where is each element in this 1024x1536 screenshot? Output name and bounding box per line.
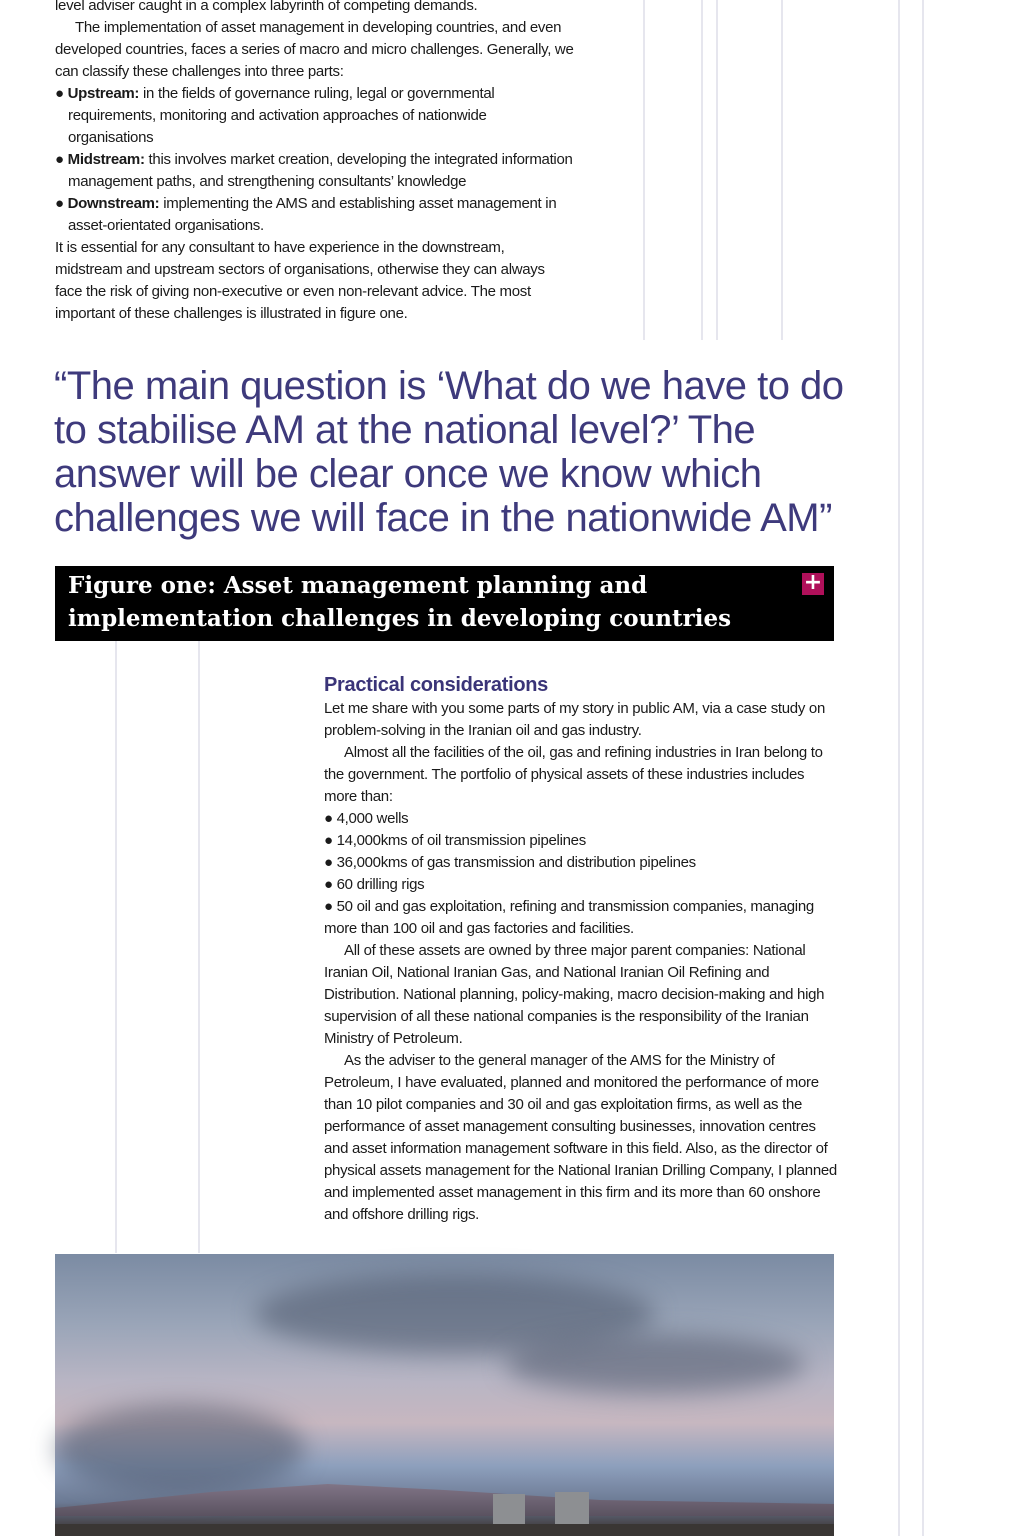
figure-caption-bar[interactable] bbox=[55, 566, 834, 641]
bullet-term: Midstream: bbox=[67, 151, 145, 168]
plus-icon[interactable]: + bbox=[803, 570, 823, 595]
section-heading: Practical considerations bbox=[324, 674, 549, 696]
paragraph: It is essential for any consultant to have experience in the downstream, midstream and upstream sectors of organisations, otherwise they can always face the risk of giving non-executive or even non-relevant advice. The most important of these challenges is illustrated in figure one. bbox=[55, 239, 545, 322]
list-item: ● 4,000 wells bbox=[324, 810, 409, 827]
column-rule bbox=[701, 0, 703, 340]
section-column bbox=[324, 672, 839, 1226]
paragraph: level adviser caught in a complex labyrinth of competing demands. bbox=[55, 0, 478, 14]
list-item: ● 36,000kms of gas transmission and distribution pipelines bbox=[324, 854, 696, 871]
bullet-term: Upstream: bbox=[67, 85, 140, 102]
column-rule bbox=[922, 0, 924, 1536]
paragraph: Almost all the facilities of the oil, gas and refining industries in Iran belong to the government. The portfolio of physical assets of these industries includes more than: bbox=[324, 744, 823, 805]
list-item: ● 50 oil and gas exploitation, refining and transmission companies, managing more than 100 oil and gas factories and facilities. bbox=[324, 898, 814, 937]
paragraph: As the adviser to the general manager of the AMS for the Ministry of Petroleum, I have evaluated, planned and monitored the performance of more than 10 pilot companies and 30 oil and gas exploitation firms, as well as the performance of asset management consulting businesses, innovation centres and asset information management software in this field. Also, as the director of physical assets management for the National Iranian Drilling Company, I planned and implemented asset management in this firm and its more than 60 onshore and offshore drilling rigs. bbox=[324, 1052, 837, 1223]
figure-title: Figure one: Asset management planning and implementation challenges in developing countries bbox=[68, 572, 732, 632]
column-rule bbox=[716, 0, 718, 340]
bullet-text: 50 oil and gas exploitation, refining and transmission companies, managing more than 100 oil and gas factories and facilities. bbox=[324, 898, 814, 937]
bullet-text: in the fields of governance ruling, legal or governmental requirements, monitoring and activation approaches of nationwide organisations bbox=[68, 85, 495, 146]
oil-facility-photo bbox=[55, 1254, 834, 1536]
list-item: ● Midstream: this involves market creation, developing the integrated information management paths, and strengthening consultants’ knowledge bbox=[55, 151, 573, 190]
paragraph: The implementation of asset management in developing countries, and even developed countries, faces a series of macro and micro challenges. Generally, we can classify these challenges into three parts: bbox=[55, 19, 574, 80]
paragraph: Let me share with you some parts of my story in public AM, via a case study on problem-solving in the Iranian oil and gas industry. bbox=[324, 700, 826, 739]
bullet-text: 60 drilling rigs bbox=[336, 876, 425, 893]
list-item: ● 14,000kms of oil transmission pipelines bbox=[324, 832, 586, 849]
paragraph: All of these assets are owned by three major parent companies: National Iranian Oil, National Iranian Gas, and National Iranian Oil Refining and Distribution. National planning, policy-making, macro decision-making and high supervision of all these national companies is the responsibility of the Iranian Ministry of Petroleum. bbox=[324, 942, 825, 1047]
list-item: ● 60 drilling rigs bbox=[324, 876, 425, 893]
column-rule bbox=[643, 0, 645, 340]
pull-quote: “The main question is ‘What do we have to do to stabilise AM at the national level?’ The answer will be clear once we know which challenges we will face in the nationwide AM” bbox=[54, 364, 844, 540]
list-item: ● Upstream: in the fields of governance ruling, legal or governmental requirements, monitoring and activation approaches of nationwide organisations bbox=[55, 85, 495, 146]
bullet-text: implementing the AMS and establishing asset management in asset-orientated organisations. bbox=[68, 195, 557, 234]
bullet-text: 4,000 wells bbox=[336, 810, 409, 827]
column-rule bbox=[115, 641, 117, 1253]
top-text-column bbox=[55, 0, 575, 325]
bullet-term: Downstream: bbox=[67, 195, 160, 212]
column-rule bbox=[781, 0, 783, 340]
bullet-text: 36,000kms of gas transmission and distribution pipelines bbox=[336, 854, 696, 871]
column-rule bbox=[898, 0, 900, 1536]
list-item: ● Downstream: implementing the AMS and establishing asset management in asset-orientated organisations. bbox=[55, 195, 557, 234]
column-rule bbox=[198, 641, 200, 1253]
bullet-text: this involves market creation, developing the integrated information management paths, and strengthening consultants’ knowledge bbox=[68, 151, 573, 190]
bullet-text: 14,000kms of oil transmission pipelines bbox=[336, 832, 586, 849]
